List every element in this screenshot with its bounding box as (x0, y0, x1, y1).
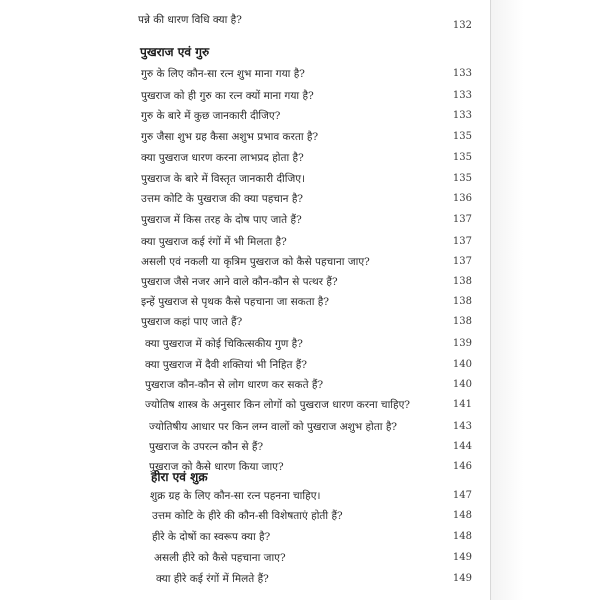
toc-entry (0, 86, 490, 106)
toc-page-number: 146 (452, 461, 472, 472)
toc-question: पुखराज को ही गुरु का रत्न क्यों माना गया है? (141, 90, 314, 102)
toc-question: हीरे के दोषों का स्वरूप क्या है? (152, 531, 271, 543)
toc-question: पुखराज के उपरत्न कौन से हैं? (149, 441, 264, 453)
toc-question: उत्तम कोटि के हीरे की कौन-सी विशेषताएं होती हैं? (152, 510, 343, 522)
toc-question: क्या हीरे कई रंगों में मिलते हैं? (156, 573, 269, 585)
toc-page-number: 141 (452, 399, 472, 410)
toc-page-number: 149 (452, 573, 472, 584)
toc-question: पन्ने की धारण विधि क्या है? (138, 14, 242, 26)
toc-page-number: 144 (452, 441, 472, 452)
toc-question: ज्योतिष शास्त्र के अनुसार किन लोगों को पुखराज धारण करना चाहिए? (145, 399, 411, 411)
toc-page-number: 135 (452, 131, 472, 142)
page-edge-line (490, 0, 491, 600)
toc-entry (0, 10, 490, 30)
toc-question: ज्योतिषीय आधार पर किन लग्न वालों को पुखराज अशुभ होता है? (149, 421, 398, 433)
toc-question: पुखराज जैसे नजर आने वाले कौन-कौन से पत्थर हैं? (141, 276, 338, 288)
toc-entry (0, 64, 490, 84)
toc-entry (0, 127, 490, 147)
toc-page-number: 140 (452, 359, 472, 370)
toc-entry (0, 189, 490, 209)
toc-question: इन्हें पुखराज से पृथक कैसे पहचाना जा सकता है? (141, 296, 329, 308)
toc-question: असली एवं नकली या कृत्रिम पुखराज को कैसे पहचाना जाए? (141, 256, 370, 268)
toc-question: पुखराज के बारे में विस्तृत जानकारी दीजिए। (141, 173, 306, 185)
toc-question: गुरु के लिए कौन-सा रत्न शुभ माना गया है? (141, 68, 305, 80)
toc-entry (0, 548, 490, 568)
toc-page-number: 133 (452, 110, 472, 121)
toc-entry (0, 527, 490, 547)
toc-page-number: 138 (452, 316, 472, 327)
toc-question: गुरु जैसा शुभ ग्रह कैसा अशुभ प्रभाव करता है? (141, 131, 319, 143)
toc-page-number: 136 (452, 193, 472, 204)
toc-page-number: 147 (452, 490, 472, 501)
page-margin-shade (491, 0, 600, 600)
toc-question: पुखराज कौन-कौन से लोग धारण कर सकते हैं? (145, 379, 324, 391)
toc-question: क्या पुखराज कई रंगों में भी मिलता है? (141, 236, 287, 248)
toc-page-number: 139 (452, 338, 472, 349)
toc-page-number: 135 (452, 173, 472, 184)
toc-entry (0, 169, 490, 189)
toc-entry (0, 355, 490, 375)
toc-entry (0, 375, 490, 395)
toc-question: शुक्र ग्रह के लिए कौन-सा रत्न पहनना चाहिए। (150, 490, 321, 502)
toc-page-number: 133 (452, 90, 472, 101)
toc-page-number: 132 (452, 20, 472, 31)
toc-question: उत्तम कोटि के पुखराज की क्या पहचान है? (141, 193, 304, 205)
toc-page-number: 149 (452, 552, 472, 563)
toc-entry (0, 395, 490, 415)
toc-entry (0, 272, 490, 292)
toc-entry (0, 569, 490, 589)
toc-question: क्या पुखराज धारण करना लाभप्रद होता है? (141, 152, 304, 164)
toc-page-number: 138 (452, 296, 472, 307)
toc-page-number: 138 (452, 276, 472, 287)
toc-entry (0, 312, 490, 332)
toc-entry (0, 506, 490, 526)
toc-question: क्या पुखराज में कोई चिकित्सकीय गुण है? (145, 338, 303, 350)
toc-page-number: 137 (452, 236, 472, 247)
section-heading-pukhraj: पुखराज एवं गुरु (140, 45, 210, 59)
toc-entry (0, 106, 490, 126)
toc-page-number: 140 (452, 379, 472, 390)
toc-entry (0, 252, 490, 272)
toc-page-number: 135 (452, 152, 472, 163)
toc-entry (0, 417, 490, 437)
toc-question: गुरु के बारे में कुछ जानकारी दीजिए? (141, 110, 281, 122)
toc-question: क्या पुखराज में दैवी शक्तियां भी निहित हैं? (145, 359, 307, 371)
toc-entry (0, 334, 490, 354)
toc-entry (0, 437, 490, 457)
toc-entry (0, 210, 490, 230)
toc-page-number: 148 (452, 510, 472, 521)
toc-question: पुखराज को कैसे धारण किया जाए? (149, 461, 284, 473)
toc-page-number: 148 (452, 531, 472, 542)
section-heading-heera: हीरा एवं शुक्र (151, 470, 208, 484)
toc-page-number: 133 (452, 68, 472, 79)
toc-entry (0, 232, 490, 252)
toc-question: पुखराज में किस तरह के दोष पाए जाते हैं? (141, 214, 302, 226)
toc-entry (0, 486, 490, 506)
toc-page-number: 137 (452, 256, 472, 267)
toc-page-number: 143 (452, 421, 472, 432)
toc-page-number: 137 (452, 214, 472, 225)
toc-entry (0, 292, 490, 312)
toc-entry (0, 457, 490, 477)
toc-question: पुखराज कहां पाए जाते हैं? (141, 316, 243, 328)
toc-question: असली हीरे को कैसे पहचाना जाए? (154, 552, 286, 564)
toc-entry (0, 148, 490, 168)
